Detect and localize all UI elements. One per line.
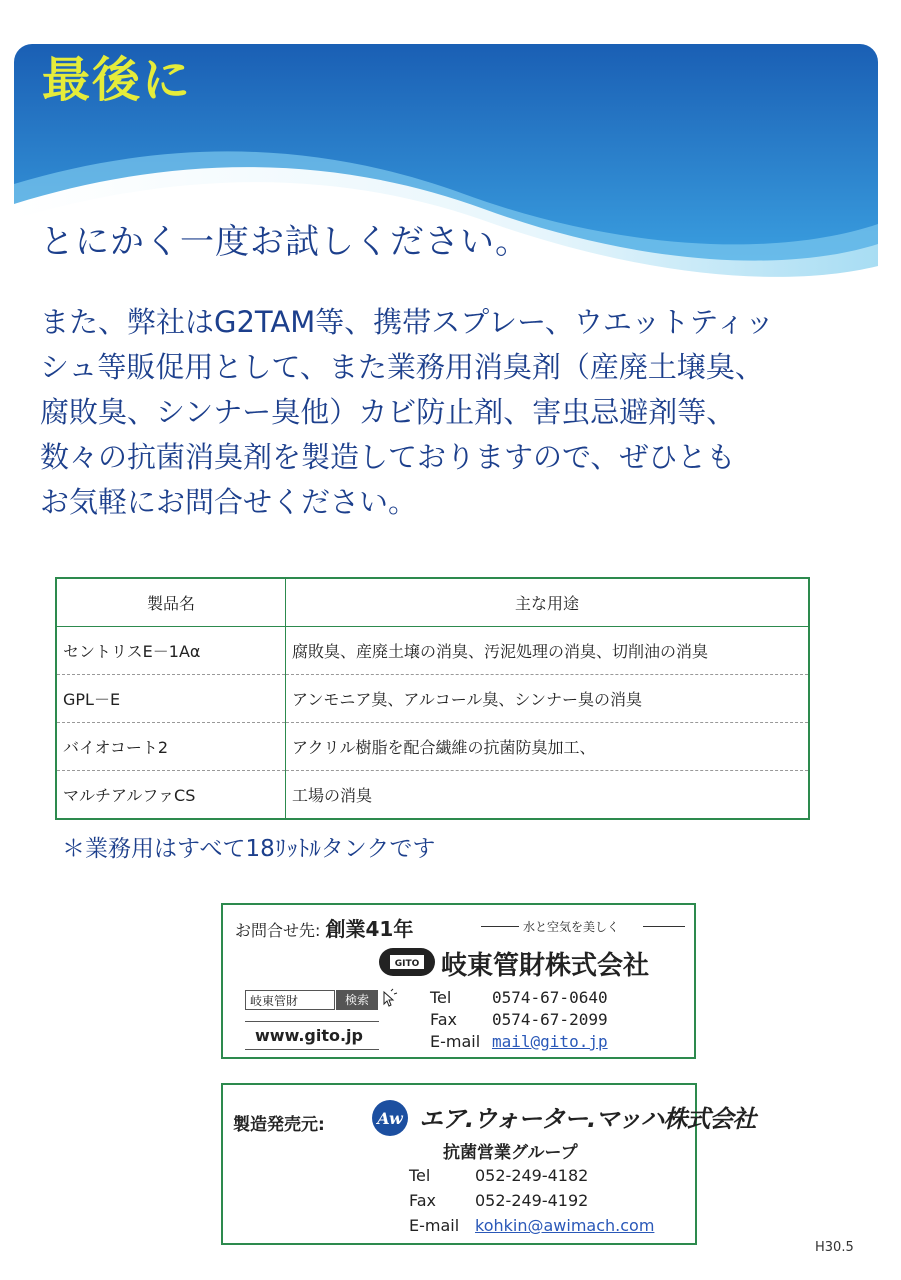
divider: [643, 926, 685, 927]
website-url: www.gito.jp: [255, 1026, 363, 1045]
body-line: また、弊社はG2TAM等、携帯スプレー、ウエットティッ: [40, 305, 775, 339]
search-input: 岐東管財: [245, 990, 335, 1010]
aw-logo-icon: [371, 1099, 409, 1137]
contact-heading: [235, 913, 413, 942]
tel-number: 052-249-4182: [475, 1166, 589, 1185]
gito-logo-icon: [378, 947, 436, 977]
logo-text: Aw: [377, 1109, 403, 1128]
product-name: セントリスE－1Aα: [56, 627, 286, 675]
table-row: [56, 627, 809, 675]
product-use: アンモニア臭、アルコール臭、シンナー臭の消臭: [286, 675, 810, 723]
table-header-row: [56, 578, 809, 627]
contact-label: お問合せ先:: [235, 921, 321, 940]
product-use: 腐敗臭、産廃土壌の消臭、汚泥処理の消臭、切削油の消臭: [286, 627, 810, 675]
table-row: [56, 723, 809, 771]
email-label: E-mail: [430, 1032, 481, 1051]
since-badge: 創業41年: [325, 917, 414, 941]
table-row: [56, 771, 809, 820]
body-line: 腐敗臭、シンナー臭他）カビ防止剤、害虫忌避剤等、: [40, 395, 736, 429]
product-table: [55, 577, 810, 820]
contact-details: [430, 987, 608, 1053]
fax-number: 0574-67-2099: [492, 1010, 608, 1029]
maker-label: 製造発売元:: [233, 1115, 325, 1135]
body-paragraph: [40, 300, 860, 525]
divider: [245, 1021, 379, 1022]
tel-number: 0574-67-0640: [492, 988, 608, 1007]
fax-label: Fax: [430, 1010, 458, 1029]
fax-number: 052-249-4192: [475, 1191, 589, 1210]
headline: とにかく一度お試しください。: [40, 222, 530, 262]
logo-text: GITO: [394, 959, 420, 969]
maker-company-name: エア.ウォーター.マッハ株式会社: [419, 1105, 756, 1133]
divider: [245, 1049, 379, 1050]
tel-label: Tel: [409, 1166, 431, 1185]
version-code: H30.5: [815, 1240, 854, 1255]
body-line: シュ等販促用として、また業務用消臭剤（産廃土壌臭、: [40, 350, 764, 384]
email-link[interactable]: kohkin@awimach.com: [475, 1216, 655, 1235]
table-row: [56, 675, 809, 723]
divider: [481, 926, 519, 927]
tagline: 水と空気を美しく: [523, 920, 620, 934]
body-line: お気軽にお問合せください。: [40, 485, 418, 519]
contact-box: [221, 903, 696, 1059]
maker-details: [409, 1163, 654, 1238]
banner-title: 最後に: [42, 52, 193, 108]
cursor-click-icon: [379, 988, 399, 1008]
tank-note: ＊業務用はすべて18ﾘｯﾄﾙタンクです: [62, 836, 436, 862]
body-line: 数々の抗菌消臭剤を製造しておりますので、ぜひとも: [40, 440, 736, 474]
product-use: アクリル樹脂を配合繊維の抗菌防臭加工、: [286, 723, 810, 771]
product-use: 工場の消臭: [292, 786, 373, 805]
product-name: バイオコート2: [56, 723, 286, 771]
maker-box: [221, 1083, 756, 1245]
column-header-main-use: 主な用途: [286, 578, 810, 627]
fax-label: Fax: [409, 1191, 437, 1210]
tel-label: Tel: [430, 988, 452, 1007]
email-link[interactable]: mail@gito.jp: [492, 1032, 608, 1051]
column-header-product-name: 製品名: [56, 578, 286, 627]
contact-company-name: 岐東管財株式会社: [441, 951, 650, 981]
product-name: マルチアルファCS: [56, 771, 286, 820]
search-button: 検索: [336, 990, 378, 1010]
maker-group: 抗菌営業グループ: [443, 1143, 578, 1163]
product-name: GPL－E: [56, 675, 286, 723]
email-label: E-mail: [409, 1216, 460, 1235]
